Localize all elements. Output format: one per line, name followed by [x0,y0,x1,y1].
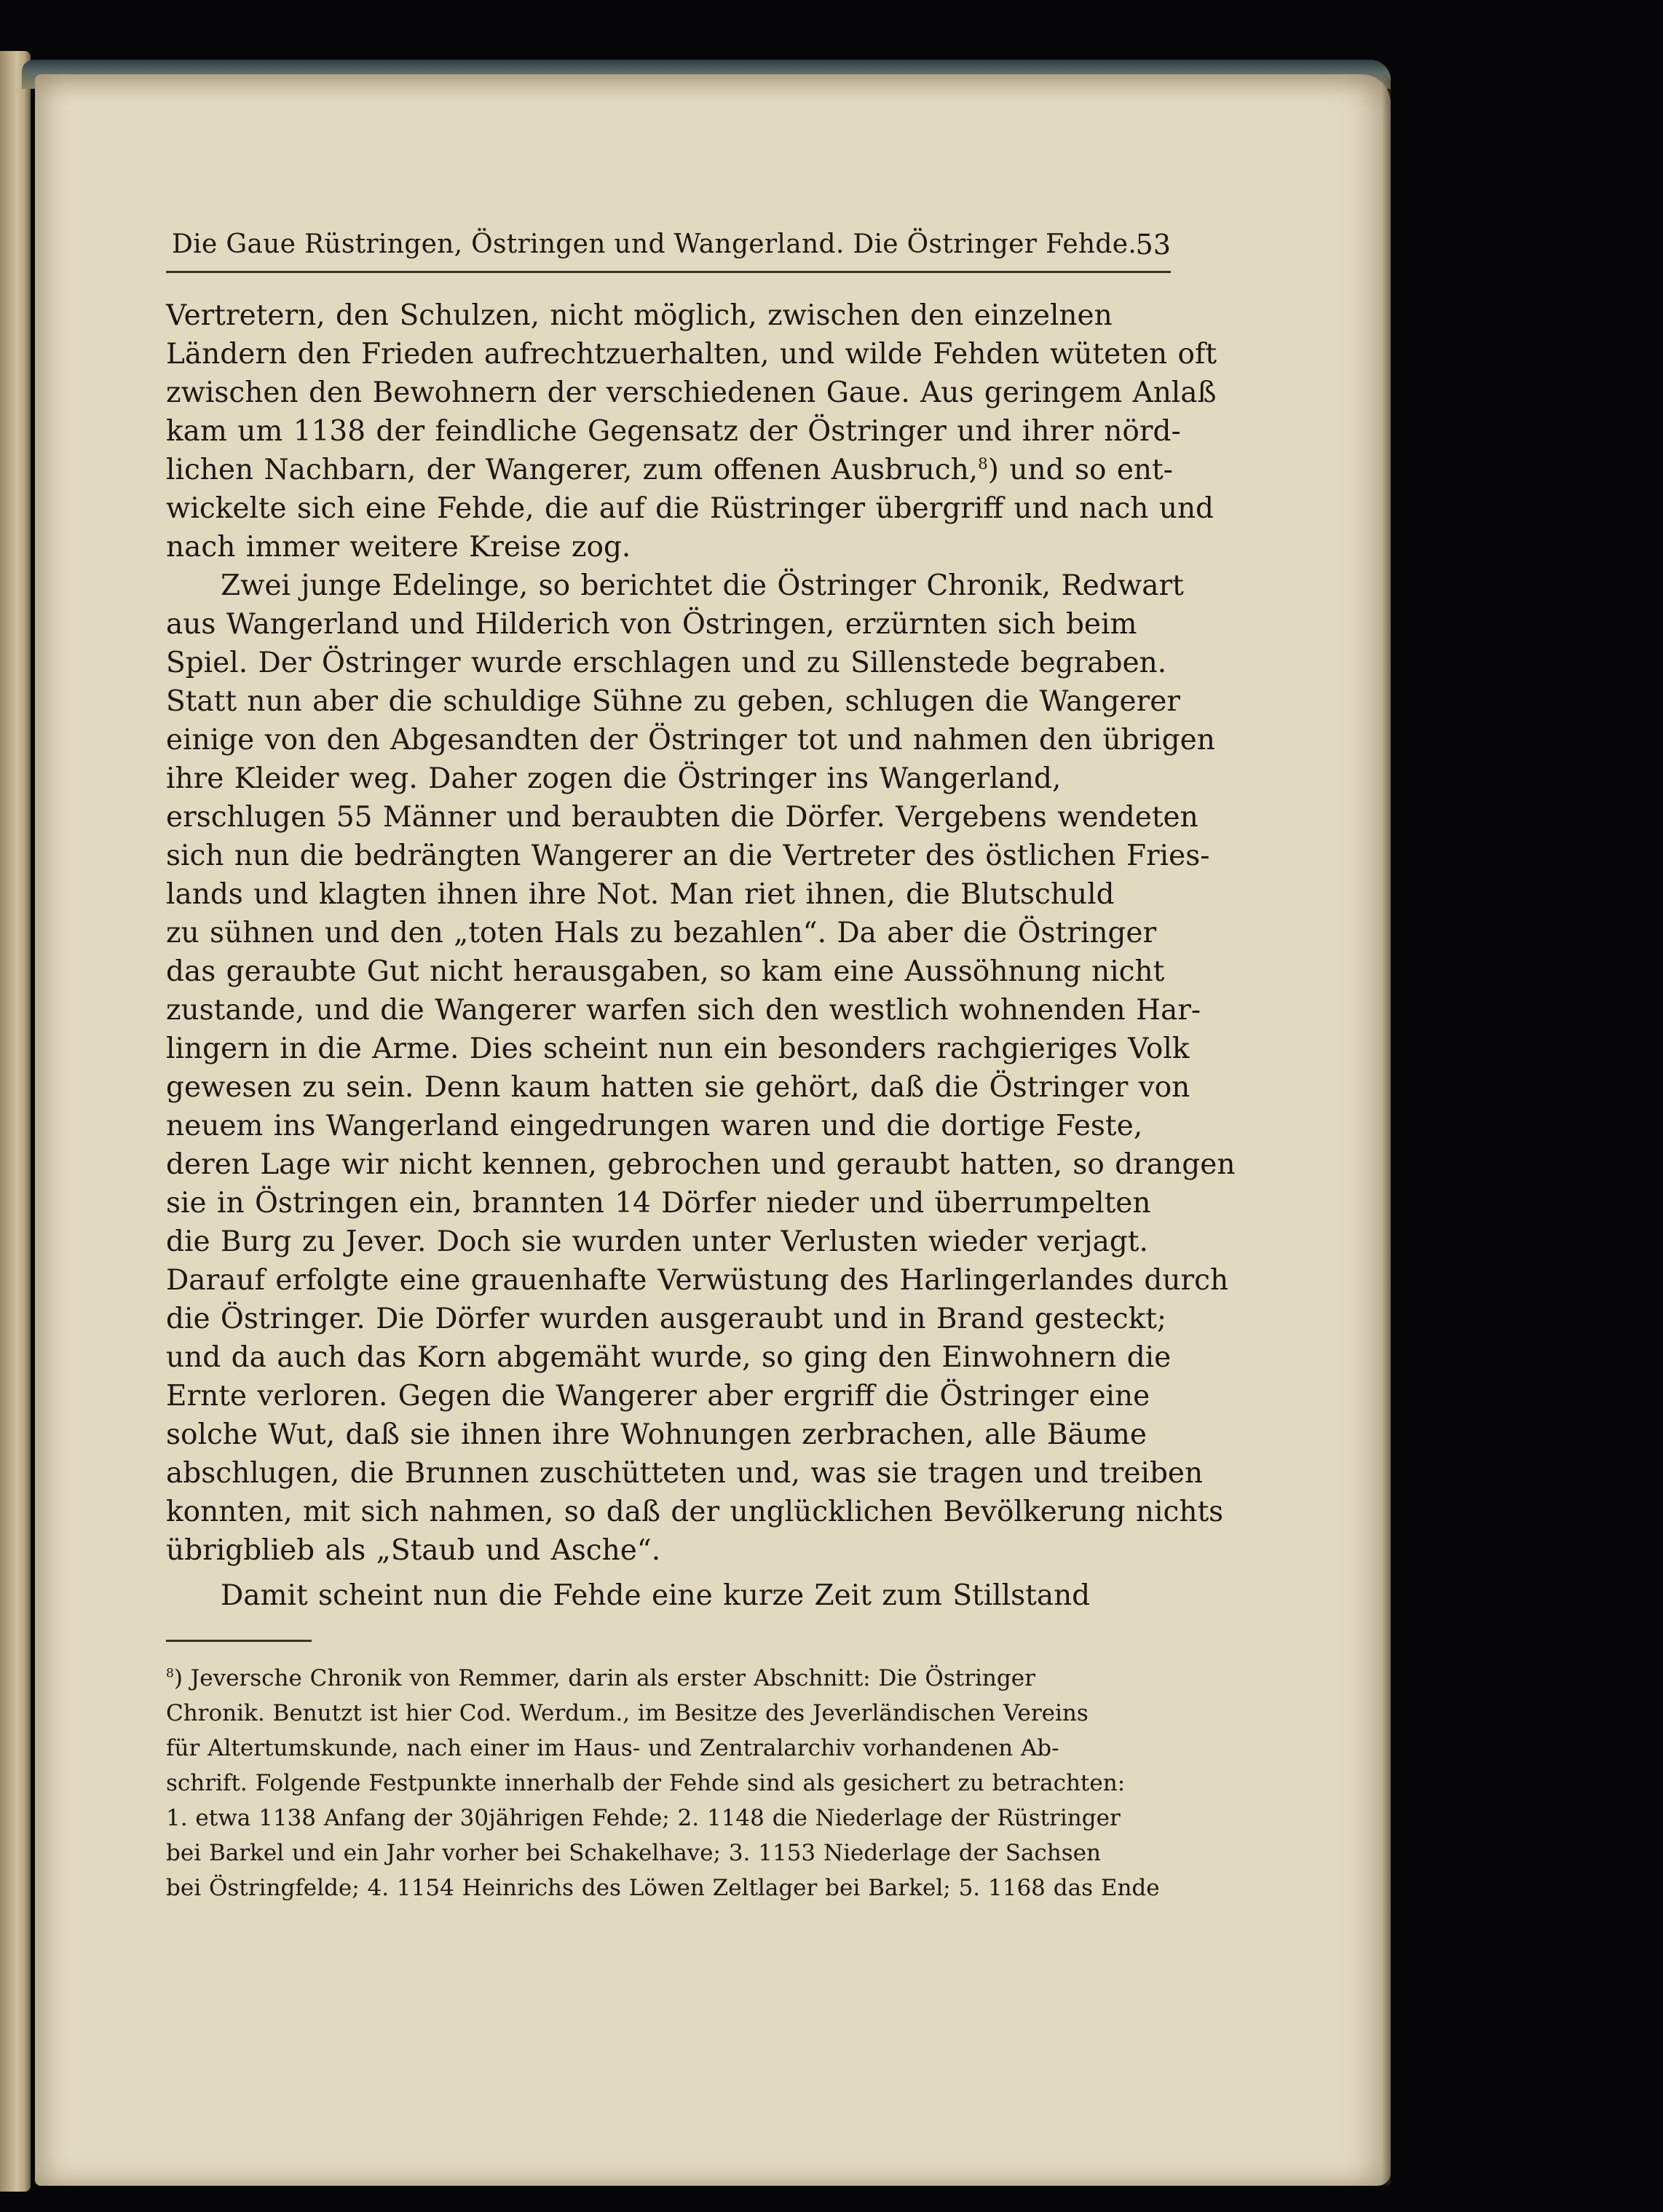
body-line: Damit scheint nun die Fehde eine kurze Zeit zum Stillstand [221,1579,1091,1612]
body-line-tail: ) und so ent- [987,454,1173,486]
body-line: lands und klagten ihnen ihre Not. Man riet ihnen, die Blutschuld [166,878,1115,911]
body-line: Ländern den Frieden aufrechtzuerhalten, und wilde Fehden wüteten oft [166,338,1217,371]
body-line: einige von den Abgesandten der Östringer tot und nahmen den übrigen [166,724,1215,757]
footnote-reference: 8 [978,455,988,473]
body-line: abschlugen, die Brunnen zuschütteten und, was sie tragen und treiben [166,1457,1204,1490]
footnote-divider [166,1640,312,1642]
body-line: zu sühnen und den „toten Hals zu bezahlen“. Da aber die Östringer [166,917,1157,949]
body-line: die Östringer. Die Dörfer wurden ausgeraubt und in Brand gesteckt; [166,1303,1167,1335]
body-line [166,454,1173,486]
footnote-line: Chronik. Benutzt ist hier Cod. Werdum., im Besitze des Jeverländischen Vereins [166,1700,1089,1726]
body-line: Zwei junge Edelinge, so berichtet die Östringer Chronik, Redwart [221,569,1184,602]
page-edge-shadow [1382,74,1391,2186]
body-line: die Burg zu Jever. Doch sie wurden unter Verlusten wieder verjagt. [166,1225,1148,1258]
left-page-edge [0,51,31,2192]
body-line: Statt nun aber die schuldige Sühne zu geben, schlugen die Wangerer [166,685,1180,718]
body-line: übrigblieb als „Staub und Asche“. [166,1534,661,1567]
body-line-text: lichen Nachbarn, der Wangerer, zum offenen Ausbruch, [166,454,979,486]
body-line: das geraubte Gut nicht herausgaben, so kam eine Aussöhnung nicht [166,955,1165,988]
body-line: solche Wut, daß sie ihnen ihre Wohnungen zerbrachen, alle Bäume [166,1418,1147,1451]
body-line: deren Lage wir nicht kennen, gebrochen und geraubt hatten, so drangen [166,1148,1236,1181]
footnote-line: schrift. Folgende Festpunkte innerhalb der Fehde sind als gesichert zu betrachten: [166,1770,1126,1796]
footnote-line-text: ) Jeversche Chronik von Remmer, darin als erster Abschnitt: Die Östringer [173,1665,1035,1691]
body-line: kam um 1138 der feindliche Gegensatz der Östringer und ihrer nörd- [166,415,1181,448]
body-line: gewesen zu sein. Denn kaum hatten sie gehört, daß die Östringer von [166,1071,1190,1104]
body-line: zwischen den Bewohnern der verschiedenen Gaue. Aus geringem Anlaß [166,376,1217,409]
body-line: und da auch das Korn abgemäht wurde, so ging den Einwohnern die [166,1341,1172,1374]
body-line: neuem ins Wangerland eingedrungen waren und die dortige Feste, [166,1110,1143,1142]
footnote-line: für Altertumskunde, nach einer im Haus- und Zentralarchiv vorhandenen Ab- [166,1735,1059,1761]
page-sheet [35,74,1391,2186]
body-line: erschlugen 55 Männer und beraubten die Dörfer. Vergebens wendeten [166,801,1198,834]
body-line: zustande, und die Wangerer warfen sich den westlich wohnenden Har- [166,994,1201,1027]
footnote-line: bei Östringfelde; 4. 1154 Heinrichs des Löwen Zeltlager bei Barkel; 5. 1168 das Ende [166,1875,1160,1901]
running-header [166,220,1171,273]
footnote-line: 1. etwa 1138 Anfang der 30jährigen Fehde; 2. 1148 die Niederlage der Rüstringer [166,1805,1121,1831]
body-line: nach immer weitere Kreise zog. [166,531,631,564]
footnote-line: bei Barkel und ein Jahr vorher bei Schakelhave; 3. 1153 Niederlage der Sachsen [166,1840,1101,1866]
body-line: wickelte sich eine Fehde, die auf die Rüstringer übergriff und nach und [166,492,1214,525]
footnote-marker: 8 [166,1666,174,1681]
footnote-line [166,1665,1035,1691]
body-line: Ernte verloren. Gegen die Wangerer aber ergriff die Östringer eine [166,1380,1150,1413]
body-line: sie in Östringen ein, brannten 14 Dörfer nieder und überrumpelten [166,1187,1151,1220]
body-line: ihre Kleider weg. Daher zogen die Östringer ins Wangerland, [166,762,1062,795]
body-line: lingern in die Arme. Dies scheint nun ein besonders rachgieriges Volk [166,1032,1190,1065]
body-line: konnten, mit sich nahmen, so daß der unglücklichen Bevölkerung nichts [166,1496,1224,1528]
running-title: Die Gaue Rüstringen, Östringen und Wangerland. Die Östringer Fehde. [172,229,1137,259]
body-line: Spiel. Der Östringer wurde erschlagen und zu Sillenstede begraben. [166,647,1167,679]
body-line: Vertretern, den Schulzen, nicht möglich, zwischen den einzelnen [166,299,1113,332]
page-number: 53 [1135,229,1171,261]
body-line: aus Wangerland und Hilderich von Östringen, erzürnten sich beim [166,608,1137,641]
body-line: sich nun die bedrängten Wangerer an die Vertreter des östlichen Fries- [166,840,1210,872]
body-line: Darauf erfolgte eine grauenhafte Verwüstung des Harlingerlandes durch [166,1264,1229,1297]
